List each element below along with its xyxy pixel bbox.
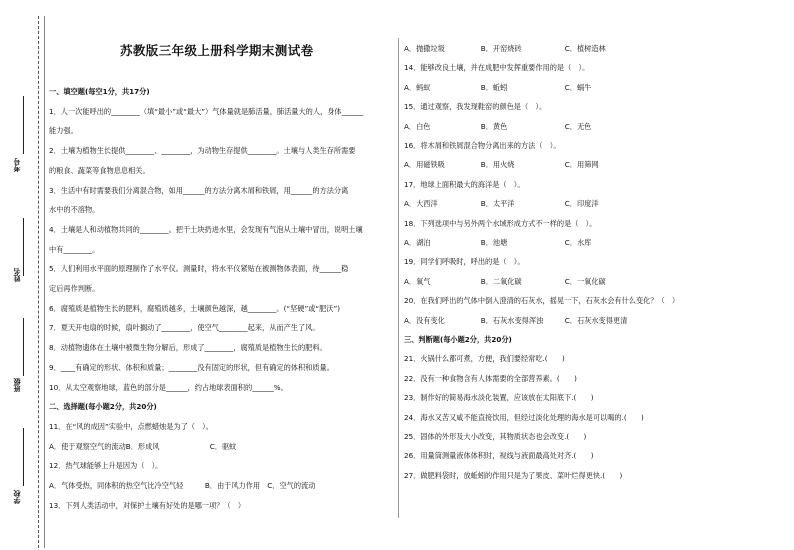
question-line: 中有________。 (49, 244, 100, 254)
question-line: 16．将木屑和铁屑混合物分离出来的方法（ ）。 (404, 141, 561, 150)
question-line: 9．____有确定的形状、体积和质量；________没有固定的形状，但有确定的体积和质量。 (49, 362, 334, 372)
question-line: 24．海水又苦又咸不能直接饮用，但经过淡化处理的海水是可以喝的.( ) (404, 412, 644, 422)
question-line: 2．土壤为植物生长提供________、________，为动物生存提供________。土壤与人类生存所需要 (49, 146, 356, 156)
column-divider (398, 38, 399, 518)
side-label-class: 班级 (13, 378, 21, 392)
side-label-school: 学校 (13, 490, 21, 504)
side-label-exam-number: 考号 (13, 158, 21, 172)
question-line: 的粮食、蔬菜等食物息息相关。 (49, 165, 150, 175)
section-heading: 二、选择题(每小题2分，共20分) (49, 402, 157, 412)
question-line: 14．能够改良土壤，并在成肥中发挥重要作用的是（ ）。 (404, 63, 590, 73)
question-line: 1．人一次能呼出的________（填“最小”或“最大”）气体量就是肺活量，肺活量大的人，身体______ (49, 106, 364, 116)
page-title: 苏教版三年级上册科学期末测试卷 (120, 43, 314, 58)
question-line: 能力强。 (49, 126, 78, 136)
question-line: 6．腐殖质是植物生长的肥料，腐殖质越多，土壤颜色越深，越________。(“坚硬”或“肥沃”) (49, 303, 341, 313)
question-line: A．用磁铁吸 B．用火烧 C．用筛网 (404, 160, 599, 170)
question-line: A．抛撒垃圾 B．开窑烧砖 C．植树造林 (404, 44, 606, 53)
question-line: 22．没有一种食物含有人体需要的全部营养素。( ) (404, 373, 577, 383)
question-line: 15．通过观察，我发现鞋窑的颜色是（ ）。 (404, 102, 547, 112)
side-field-exam-number (23, 96, 24, 154)
side-field-class (23, 318, 24, 376)
question-line: 10．从太空观察地球，蓝色的部分是______，约占地球表面积的______%。 (49, 382, 288, 392)
section-heading: 三、判断题(每小题2分，共20分) (404, 335, 512, 344)
question-line: 12．热气球能够上升是因为（ ）。 (49, 461, 163, 471)
question-line: 20．在我们呼出的气体中倒入澄清的石灰水，摇晃一下，石灰水会有什么变化？（ ） (404, 296, 680, 306)
question-line: 19．同学们呼吸时，呼出的是（ ）。 (404, 257, 525, 267)
question-line: 4．土壤是人和动植物共同的________。把干土块扔进水里，会发现有气泡从土壤中冒出，说明土壤 (49, 224, 363, 234)
question-line: 11．在“风的成因”实验中，点燃蜡烛是为了（ ）。 (49, 421, 213, 431)
section-heading: 一、填空题(每空1分，共17分) (49, 87, 150, 96)
binding-solid-line (44, 16, 45, 548)
question-line: 25．固体的外形及大小改变，其物质状态也会改变.( ) (404, 432, 587, 441)
question-line: 26．用量筒测量液体体积时，视线与液面最高处对齐.( ) (404, 451, 594, 461)
side-field-school (23, 428, 24, 486)
question-line: A．氧气 B．二氧化碳 C．一氧化碳 (404, 276, 606, 286)
question-line: A．蚂蚁 B．蚯蚓 C．蜗牛 (404, 82, 592, 92)
question-line: 3．生活中有时需要我们分离混合物，如用______的方法分离木屑和铁屑，用______的方法分离 (49, 185, 349, 195)
question-line: A．湖泊 B．池塘 C．水库 (404, 238, 592, 247)
question-line: 定后再作判断。 (49, 284, 100, 293)
side-label-name: 姓名 (13, 268, 21, 282)
question-line: 8．动植物遗体在土壤中被微生物分解后，形成了________，腐殖质是植物生长的肥料。 (49, 343, 327, 353)
question-line: A．大西洋 B．太平洋 C．印度洋 (404, 199, 599, 209)
question-line: A．气体受热，同体积的热空气比冷空气轻 B．由于风力作用 C．空气的流动 (49, 481, 316, 490)
question-line: 13．下列人类活动中，对保护土壤有好处的是哪一项？（ ） (49, 500, 246, 510)
question-line: A．使于观察空气的流动B．形成风 C．驱蚊 (49, 441, 237, 451)
side-field-name (23, 218, 24, 276)
question-line: 18．下列选项中与另外两个水域形成方式不一样的是（ ）。 (404, 218, 597, 228)
question-line: 17．地球上面积最大的海洋是（ ）。 (404, 179, 525, 189)
question-line: 21．火锅什么都可煮，方便，我们要经常吃.( ) (404, 354, 565, 364)
question-line: A．白色 B．黄色 C．无色 (404, 121, 592, 131)
question-line: 水中的不溶物。 (49, 205, 100, 215)
question-line: 5．人们利用水平面的原理制作了水平仪。测量时，将水平仪紧贴在被测物体表面，待______稳 (49, 264, 349, 274)
question-line: A．没有变化 B．石灰水变得浑浊 C．石灰水变得更清 (404, 315, 628, 325)
question-line: 27．做肥料袋时，放蚯蚓的作用只是为了果皮、菜叶烂得更快.( ) (404, 470, 623, 480)
question-line: 23．制作好的简易海水淡化装置，应该放在太阳底下.( ) (404, 393, 594, 403)
binding-dashed-line (38, 16, 39, 548)
question-line: 7．夏天开电扇的时候，扇叶搁动了________，使空气________起来，从而产生了风。 (49, 323, 320, 333)
